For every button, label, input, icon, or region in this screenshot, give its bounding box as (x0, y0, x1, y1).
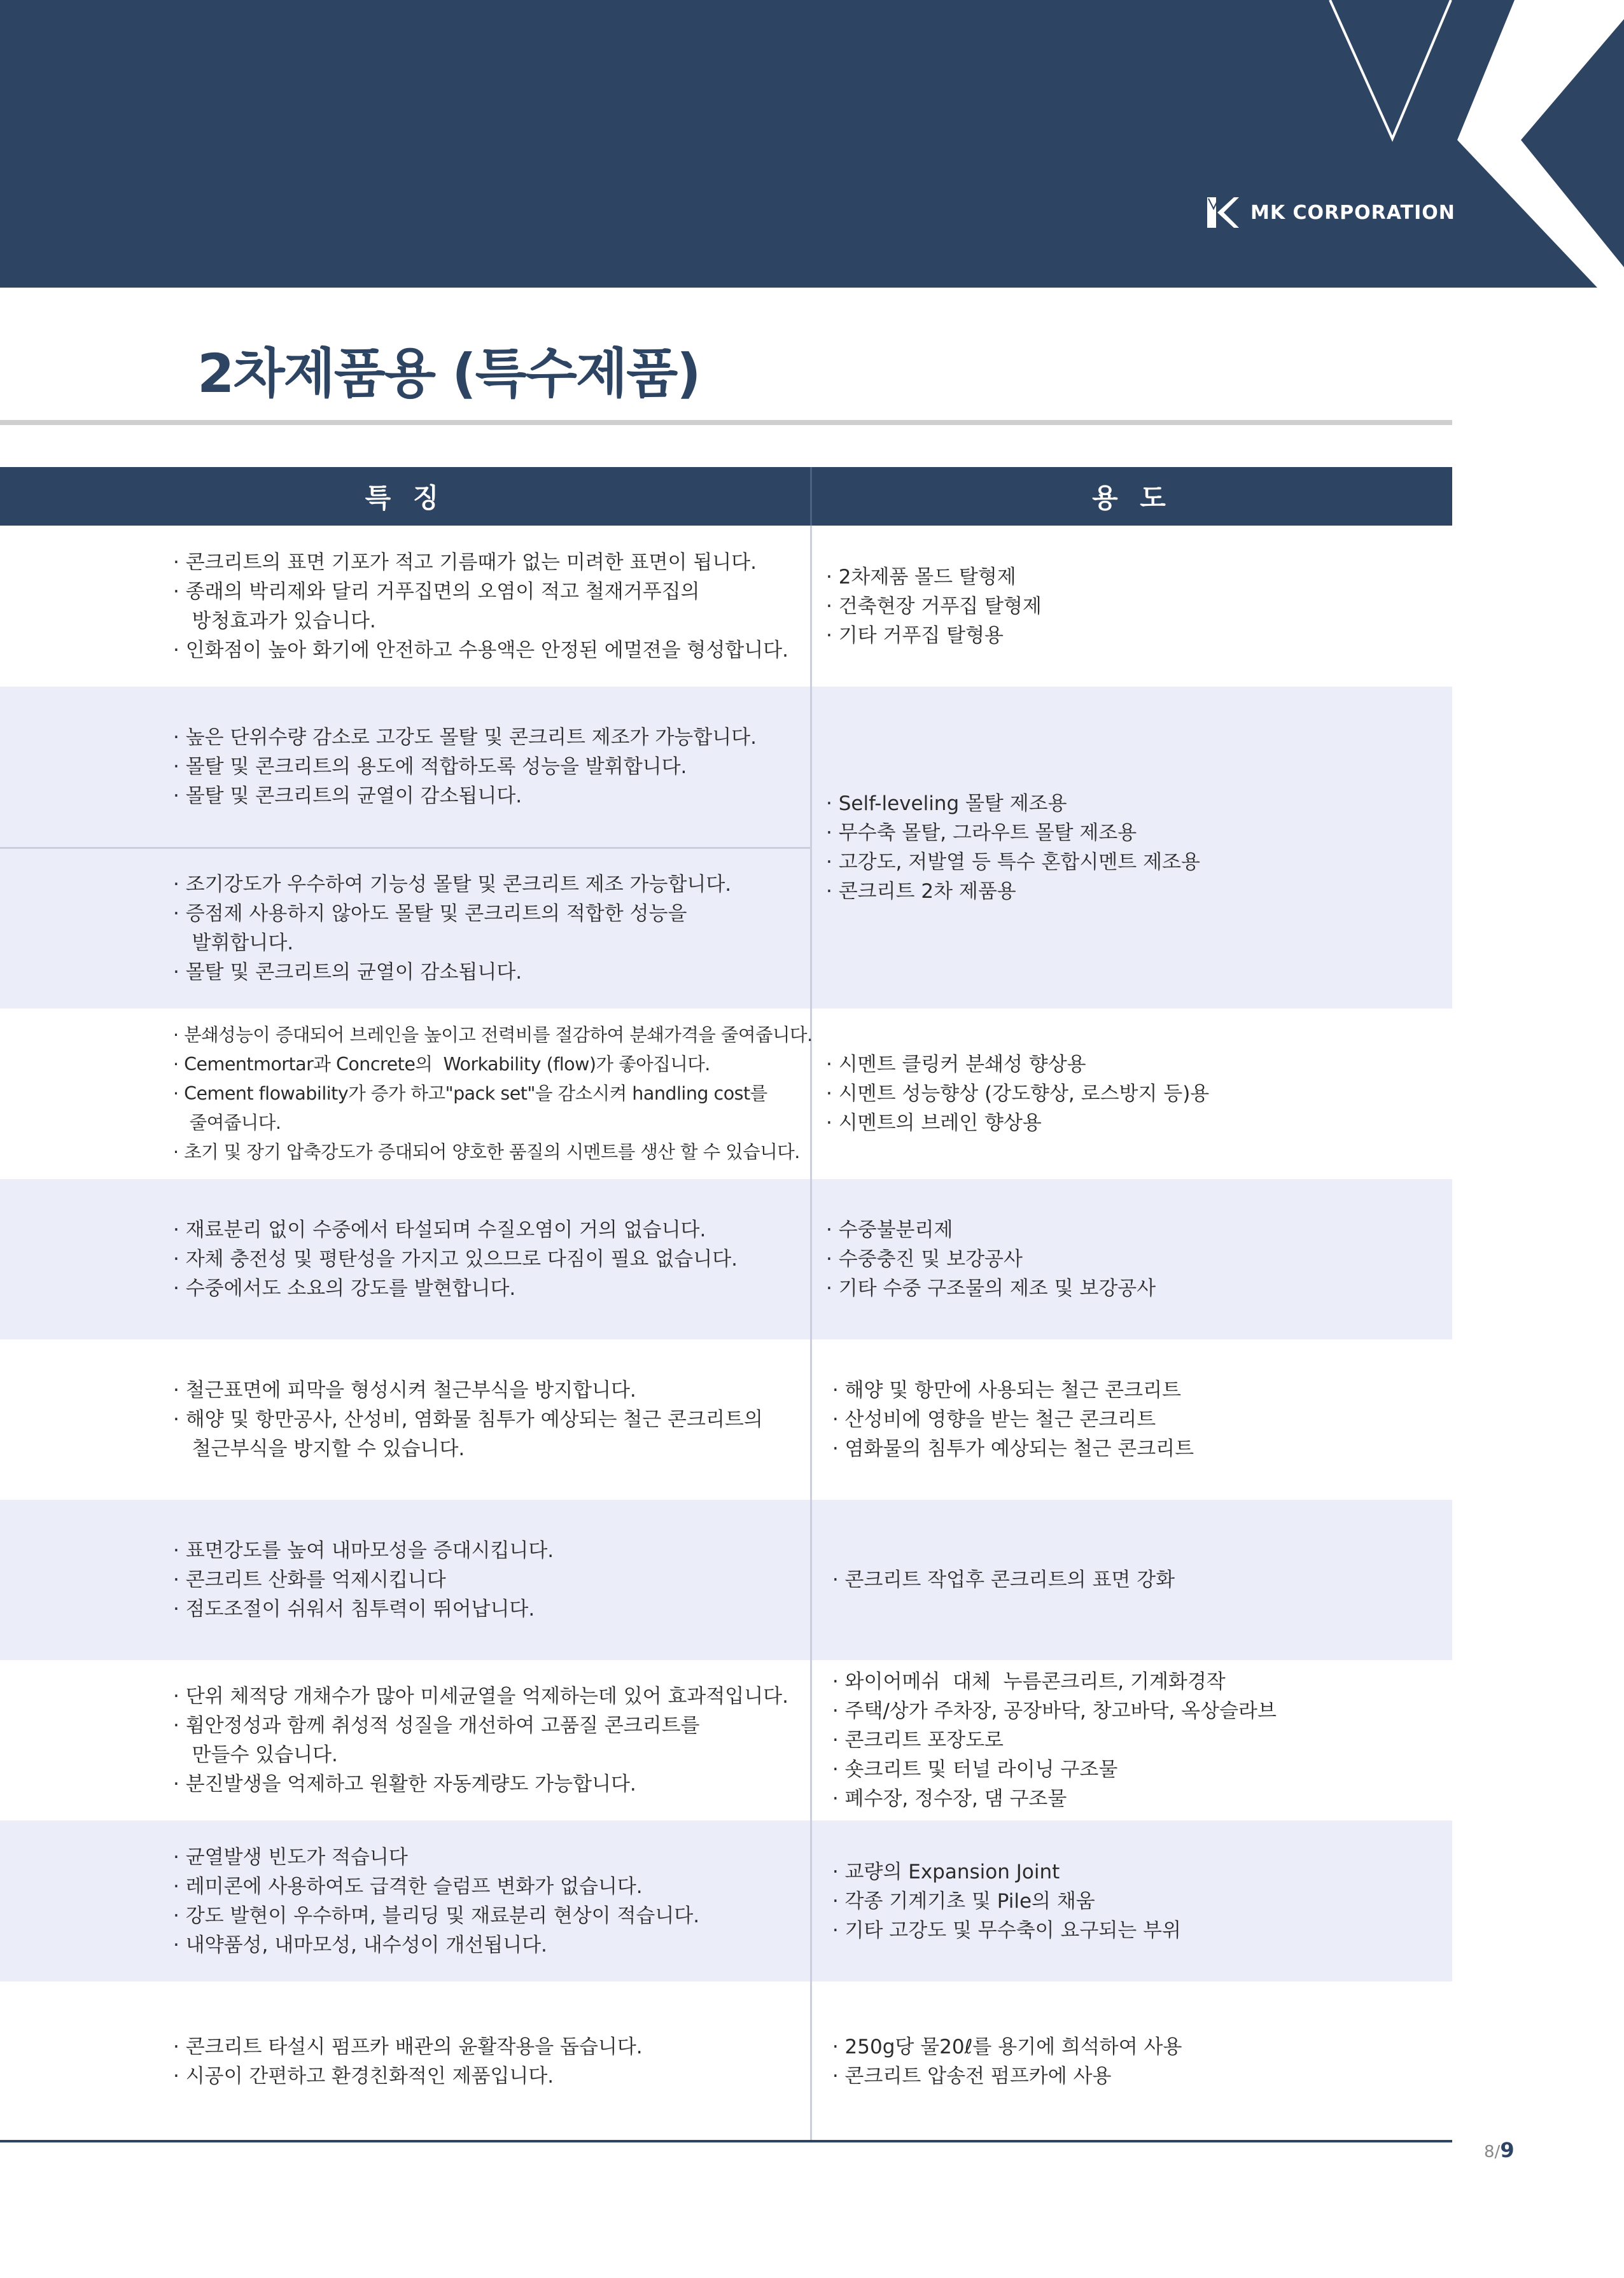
use-line: · 해양 및 항만에 사용되는 철근 콘크리트 (826, 1379, 1181, 1402)
use-line: · 기타 거푸집 탈형용 (826, 624, 1004, 647)
uses-cell (812, 1820, 1452, 1981)
table-row (0, 1500, 1452, 1660)
title-divider (0, 420, 1452, 425)
feature-line: · 몰탈 및 콘크리트의 용도에 적합하도록 성능을 발휘합니다. (173, 755, 687, 778)
company-name: MK CORPORATION (1250, 201, 1455, 224)
uses-cell (812, 1660, 1452, 1820)
features-cell (0, 526, 812, 687)
use-line: · 2차제품 몰드 탈형제 (826, 565, 1016, 589)
features-list (0, 1179, 810, 1339)
feature-line: · Cementmortar과 Concrete의 Workability (flow)가 좋아집니다. (173, 1054, 710, 1075)
use-line: · 수중충진 및 보강공사 (826, 1248, 1023, 1271)
feature-line: · 몰탈 및 콘크리트의 균열이 감소됩니다. (173, 961, 522, 984)
use-line: · 기타 수중 구조물의 제조 및 보강공사 (826, 1277, 1156, 1300)
feature-line: · 인화점이 높아 화기에 안전하고 수용액은 안정된 에멀젼을 형성합니다. (173, 638, 788, 662)
feature-line: · 휨안정성과 함께 취성적 성질을 개선하여 고품질 콘크리트를 (173, 1714, 700, 1737)
use-line: · 콘크리트 2차 제품용 (826, 880, 1016, 903)
features-cell (0, 1179, 812, 1339)
feature-line: 방청효과가 있습니다. (173, 609, 376, 632)
uses-cell (812, 1179, 1452, 1339)
header-uses: 용 도 (1092, 482, 1172, 514)
features-list (0, 1009, 813, 1179)
use-line: · 수중불분리제 (826, 1219, 953, 1241)
table-row (0, 1981, 1452, 2141)
company-logo (1205, 193, 1455, 232)
page-number (1484, 2138, 1515, 2162)
table-header (0, 467, 1452, 526)
use-line: · 무수축 몰탈, 그라우트 몰탈 제조용 (826, 821, 1137, 844)
features-cell (0, 1820, 812, 1981)
feature-line: · 자체 충전성 및 평탄성을 가지고 있으므로 다짐이 필요 없습니다. (173, 1248, 738, 1271)
uses-cell (812, 687, 1452, 1009)
table-row (0, 1660, 1452, 1820)
feature-line: · 강도 발현이 우수하며, 블리딩 및 재료분리 현상이 적습니다. (173, 1904, 700, 1927)
use-line: · 교량의 Expansion Joint (826, 1860, 1060, 1883)
header-features: 특 징 (0, 467, 812, 526)
feature-line: 철근부식을 방지할 수 있습니다. (173, 1437, 465, 1460)
feature-line: · 분진발생을 억제하고 원활한 자동계량도 가능합니다. (173, 1773, 636, 1796)
feature-line: · 내약품성, 내마모성, 내수성이 개선됩니다. (173, 1933, 547, 1957)
feature-line: · 철근표면에 피막을 형성시켜 철근부식을 방지합니다. (173, 1379, 636, 1402)
bottom-divider (0, 2140, 1452, 2142)
feature-line: · 초기 및 장기 압축강도가 증대되어 양호한 품질의 시멘트를 생산 할 수 있습니다. (173, 1142, 800, 1163)
table-row (0, 1009, 1452, 1179)
feature-line: · 콘크리트 산화를 억제시킵니다 (173, 1569, 446, 1591)
uses-cell (812, 1009, 1452, 1179)
feature-line: · 균열발생 빈도가 적습니다 (173, 1845, 408, 1869)
use-line: · 와이어메쉬 대체 누름콘크리트, 기계화경작 (826, 1670, 1226, 1693)
header-band (0, 0, 1452, 288)
table-row (0, 526, 1452, 687)
table-row (0, 1179, 1452, 1339)
uses-cell (812, 1339, 1452, 1500)
feature-line: 발휘합니다. (173, 932, 294, 955)
use-line: · 시멘트의 브레인 향상용 (826, 1112, 1042, 1135)
table-row (0, 1820, 1452, 1981)
feature-line: · 증점제 사용하지 않아도 몰탈 및 콘크리트의 적합한 성능을 (173, 902, 687, 926)
feature-line: · 몰탈 및 콘크리트의 균열이 감소됩니다. (173, 784, 522, 807)
use-line: · Self-leveling 몰탈 제조용 (826, 792, 1067, 815)
product-table (0, 467, 1452, 2141)
features-cell (0, 1339, 812, 1500)
use-line: · 콘크리트 압송전 펌프카에 사용 (826, 2064, 1112, 2088)
use-line: · 기타 고강도 및 무수축이 요구되는 부위 (826, 1918, 1181, 1942)
use-line: · 숏크리트 및 터널 라이닝 구조물 (826, 1758, 1118, 1781)
feature-line: · 종래의 박리제와 달리 거푸집면의 오염이 적고 철재거푸집의 (173, 580, 700, 603)
feature-line: · 해양 및 항만공사, 산성비, 염화물 침투가 예상되는 철근 콘크리트의 (173, 1408, 763, 1431)
feature-line: · 재료분리 없이 수중에서 타설되며 수질오염이 거의 없습니다. (173, 1219, 706, 1241)
features-cell (0, 1981, 812, 2141)
use-line: · 시멘트 성능향상 (강도향상, 로스방지 등)용 (826, 1082, 1210, 1105)
features-cell (0, 1009, 812, 1179)
feature-line: · 시공이 간편하고 환경친화적인 제품입니다. (173, 2064, 554, 2088)
feature-line: · Cement flowability가 증가 하고"pack set"을 감소시켜 handling cost를 (173, 1083, 767, 1104)
use-line: · 콘크리트 작업후 콘크리트의 표면 강화 (826, 1569, 1175, 1591)
uses-cell (812, 1500, 1452, 1660)
mk-logo-icon (1205, 195, 1240, 230)
use-line: · 250g당 물20ℓ를 용기에 희석하여 사용 (826, 2035, 1182, 2058)
features-list (0, 687, 810, 847)
table-row (0, 687, 1452, 1009)
features-list (0, 1660, 810, 1820)
features-list (0, 847, 810, 1009)
feature-line: · 분쇄성능이 증대되어 브레인을 높이고 전력비를 절감하여 분쇄가격을 줄여줍니다. (173, 1024, 813, 1045)
features-list (0, 526, 810, 687)
feature-line: · 레미콘에 사용하여도 급격한 슬럼프 변화가 없습니다. (173, 1875, 643, 1898)
features-list (0, 1820, 810, 1981)
feature-line: · 점도조절이 쉬워서 침투력이 뛰어납니다. (173, 1598, 535, 1621)
features-list (0, 1981, 810, 2141)
features-cell (0, 1500, 812, 1660)
use-line: · 염화물의 침투가 예상되는 철근 콘크리트 (826, 1437, 1194, 1460)
features-cell (0, 1660, 812, 1820)
features-list (0, 1500, 810, 1660)
feature-line: 만들수 있습니다. (173, 1743, 338, 1766)
uses-cell (812, 526, 1452, 687)
feature-line: · 높은 단위수량 감소로 고강도 몰탈 및 콘크리트 제조가 가능합니다. (173, 725, 757, 749)
use-line: · 폐수장, 정수장, 댐 구조물 (826, 1787, 1067, 1810)
feature-line: · 표면강도를 높여 내마모성을 증대시킵니다. (173, 1539, 554, 1562)
page-number-current: 8/ (1484, 2142, 1501, 2162)
uses-cell (812, 1981, 1452, 2141)
feature-line: · 조기강도가 우수하여 기능성 몰탈 및 콘크리트 제조 가능합니다. (173, 873, 732, 897)
feature-line: · 콘크리트 타설시 펌프카 배관의 윤활작용을 돕습니다. (173, 2035, 643, 2058)
use-line: · 건축현장 거푸집 탈형제 (826, 594, 1042, 618)
feature-line: · 수중에서도 소요의 강도를 발현합니다. (173, 1277, 516, 1300)
table-row (0, 1339, 1452, 1500)
use-line: · 산성비에 영향을 받는 철근 콘크리트 (826, 1408, 1156, 1431)
page-number-total: 9 (1500, 2138, 1515, 2162)
use-line: · 콘크리트 포장도로 (826, 1729, 1004, 1752)
feature-line: · 단위 체적당 개채수가 많아 미세균열을 억제하는데 있어 효과적입니다. (173, 1685, 788, 1708)
features-list (0, 1339, 810, 1500)
use-line: · 각종 기계기초 및 Pile의 채움 (826, 1889, 1095, 1913)
feature-line: · 콘크리트의 표면 기포가 적고 기름때가 없는 미려한 표면이 됩니다. (173, 550, 757, 574)
features-cell (0, 687, 812, 1009)
use-line: · 고강도, 저발열 등 특수 혼합시멘트 제조용 (826, 851, 1200, 874)
corner-logo-graphic (1324, 0, 1624, 288)
page-title: 2차제품용 (특수제품) (197, 342, 700, 405)
use-line: · 시멘트 클링커 분쇄성 향상용 (826, 1053, 1086, 1076)
feature-line: 줄여줍니다. (173, 1112, 281, 1133)
use-line: · 주택/상가 주차장, 공장바닥, 창고바닥, 옥상슬라브 (826, 1700, 1277, 1722)
